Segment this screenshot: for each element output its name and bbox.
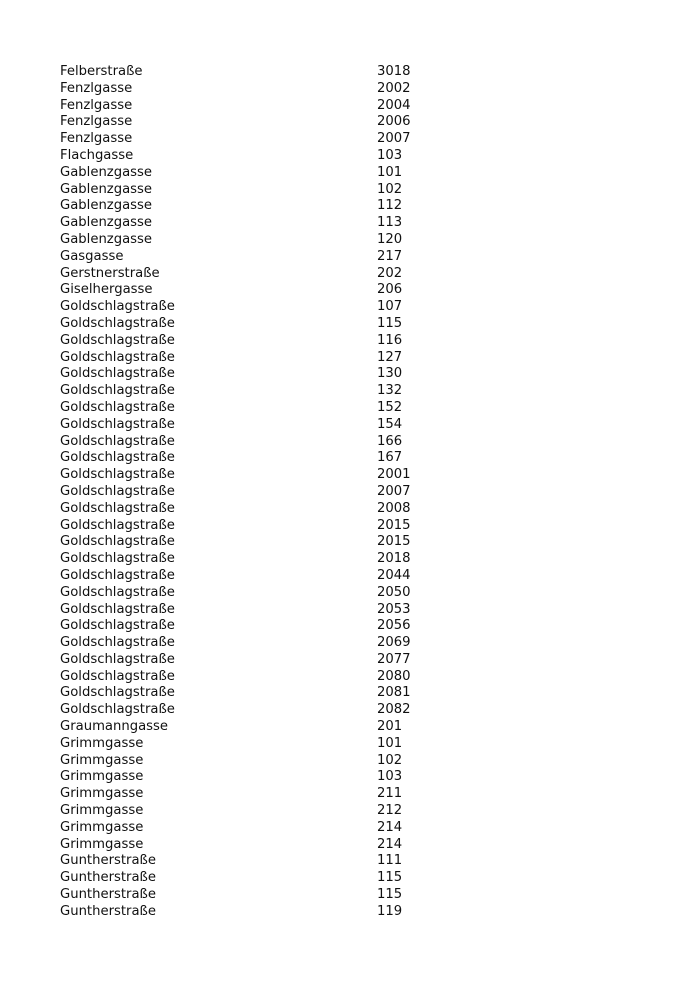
street-name: Goldschlagstraße [60, 332, 175, 348]
house-number: 2006 [377, 114, 411, 130]
table-row [60, 182, 460, 199]
table-row [60, 803, 460, 820]
house-number: 2053 [377, 601, 411, 617]
table-row [60, 685, 460, 702]
table-row [60, 165, 460, 182]
table-row [60, 148, 460, 165]
table-row [60, 350, 460, 367]
table-row [60, 64, 460, 81]
street-name: Goldschlagstraße [60, 483, 175, 499]
house-number: 130 [377, 366, 403, 382]
street-name: Grimmgasse [60, 752, 144, 768]
address-list [60, 64, 460, 921]
house-number: 127 [377, 349, 403, 365]
house-number: 107 [377, 299, 403, 315]
house-number: 2002 [377, 80, 411, 96]
house-number: 101 [377, 164, 403, 180]
street-name: Gablenzgasse [60, 198, 153, 214]
table-row [60, 249, 460, 266]
table-row [60, 215, 460, 232]
house-number: 2001 [377, 467, 411, 483]
house-number: 2077 [377, 651, 411, 667]
street-name: Goldschlagstraße [60, 500, 175, 516]
table-row [60, 198, 460, 215]
table-row [60, 282, 460, 299]
house-number: 214 [377, 836, 403, 852]
table-row [60, 434, 460, 451]
house-number: 166 [377, 433, 403, 449]
street-name: Goldschlagstraße [60, 399, 175, 415]
house-number: 119 [377, 903, 403, 919]
street-name: Goldschlagstraße [60, 534, 175, 550]
street-name: Grimmgasse [60, 836, 144, 852]
table-row [60, 467, 460, 484]
table-row [60, 316, 460, 333]
street-name: Gablenzgasse [60, 164, 153, 180]
street-name: Grimmgasse [60, 819, 144, 835]
table-row [60, 81, 460, 98]
street-name: Goldschlagstraße [60, 685, 175, 701]
table-row [60, 669, 460, 686]
house-number: 2044 [377, 567, 411, 583]
house-number: 201 [377, 719, 403, 735]
street-name: Grimmgasse [60, 735, 144, 751]
street-name: Fenzlgasse [60, 114, 133, 130]
table-row [60, 534, 460, 551]
house-number: 103 [377, 147, 403, 163]
house-number: 212 [377, 803, 403, 819]
street-name: Goldschlagstraße [60, 551, 175, 567]
house-number: 115 [377, 315, 403, 331]
table-row [60, 366, 460, 383]
house-number: 112 [377, 198, 403, 214]
house-number: 132 [377, 383, 403, 399]
table-row [60, 450, 460, 467]
street-name: Goldschlagstraße [60, 584, 175, 600]
street-name: Guntherstraße [60, 870, 156, 886]
street-name: Gablenzgasse [60, 231, 153, 247]
table-row [60, 98, 460, 115]
street-name: Goldschlagstraße [60, 651, 175, 667]
table-row [60, 501, 460, 518]
table-row [60, 484, 460, 501]
table-row [60, 870, 460, 887]
house-number: 2069 [377, 635, 411, 651]
street-name: Goldschlagstraße [60, 517, 175, 533]
house-number: 111 [377, 853, 403, 869]
house-number: 103 [377, 769, 403, 785]
street-name: Goldschlagstraße [60, 668, 175, 684]
table-row [60, 417, 460, 434]
street-name: Fenzlgasse [60, 80, 133, 96]
street-name: Gablenzgasse [60, 215, 153, 231]
street-name: Goldschlagstraße [60, 383, 175, 399]
street-name: Goldschlagstraße [60, 349, 175, 365]
house-number: 152 [377, 399, 403, 415]
street-name: Gablenzgasse [60, 181, 153, 197]
table-row [60, 769, 460, 786]
house-number: 115 [377, 887, 403, 903]
table-row [60, 232, 460, 249]
house-number: 2007 [377, 483, 411, 499]
table-row [60, 585, 460, 602]
street-name: Flachgasse [60, 147, 134, 163]
table-row [60, 131, 460, 148]
street-name: Felberstraße [60, 64, 143, 79]
house-number: 101 [377, 735, 403, 751]
street-name: Grimmgasse [60, 803, 144, 819]
street-name: Goldschlagstraße [60, 450, 175, 466]
table-row [60, 299, 460, 316]
table-row [60, 887, 460, 904]
table-row [60, 786, 460, 803]
street-name: Goldschlagstraße [60, 467, 175, 483]
street-name: Giselhergasse [60, 282, 153, 298]
street-name: Fenzlgasse [60, 97, 133, 113]
street-name: Goldschlagstraße [60, 366, 175, 382]
street-name: Graumanngasse [60, 719, 169, 735]
house-number: 115 [377, 870, 403, 886]
table-row [60, 383, 460, 400]
table-row [60, 820, 460, 837]
house-number: 2018 [377, 551, 411, 567]
house-number: 211 [377, 786, 403, 802]
street-name: Goldschlagstraße [60, 433, 175, 449]
house-number: 2080 [377, 668, 411, 684]
street-name: Goldschlagstraße [60, 315, 175, 331]
street-name: Gasgasse [60, 248, 124, 264]
street-name: Goldschlagstraße [60, 635, 175, 651]
table-row [60, 702, 460, 719]
table-row [60, 853, 460, 870]
house-number: 167 [377, 450, 403, 466]
house-number: 2056 [377, 618, 411, 634]
table-row [60, 635, 460, 652]
table-row [60, 114, 460, 131]
house-number: 2008 [377, 500, 411, 516]
house-number: 113 [377, 215, 403, 231]
table-row [60, 904, 460, 921]
table-row [60, 837, 460, 854]
house-number: 2050 [377, 584, 411, 600]
house-number: 2015 [377, 534, 411, 550]
table-row [60, 568, 460, 585]
table-row [60, 719, 460, 736]
table-row [60, 333, 460, 350]
house-number: 214 [377, 819, 403, 835]
street-name: Guntherstraße [60, 853, 156, 869]
house-number: 2004 [377, 97, 411, 113]
street-name: Goldschlagstraße [60, 567, 175, 583]
house-number: 120 [377, 231, 403, 247]
table-row [60, 551, 460, 568]
table-row [60, 618, 460, 635]
house-number: 2082 [377, 702, 411, 718]
house-number: 2007 [377, 131, 411, 147]
street-name: Goldschlagstraße [60, 299, 175, 315]
table-row [60, 266, 460, 283]
table-row [60, 652, 460, 669]
table-row [60, 736, 460, 753]
street-name: Goldschlagstraße [60, 416, 175, 432]
house-number: 154 [377, 416, 403, 432]
house-number: 102 [377, 181, 403, 197]
house-number: 202 [377, 265, 403, 281]
street-name: Grimmgasse [60, 769, 144, 785]
house-number: 102 [377, 752, 403, 768]
house-number: 116 [377, 332, 403, 348]
street-name: Guntherstraße [60, 903, 156, 919]
table-row [60, 518, 460, 535]
table-row [60, 753, 460, 770]
street-name: Gerstnerstraße [60, 265, 160, 281]
street-name: Goldschlagstraße [60, 601, 175, 617]
street-name: Grimmgasse [60, 786, 144, 802]
house-number: 2081 [377, 685, 411, 701]
street-name: Goldschlagstraße [60, 618, 175, 634]
street-name: Goldschlagstraße [60, 702, 175, 718]
table-row [60, 602, 460, 619]
house-number: 2015 [377, 517, 411, 533]
house-number: 217 [377, 248, 403, 264]
house-number: 206 [377, 282, 403, 298]
street-name: Guntherstraße [60, 887, 156, 903]
table-row [60, 400, 460, 417]
house-number: 3018 [377, 64, 411, 79]
street-name: Fenzlgasse [60, 131, 133, 147]
